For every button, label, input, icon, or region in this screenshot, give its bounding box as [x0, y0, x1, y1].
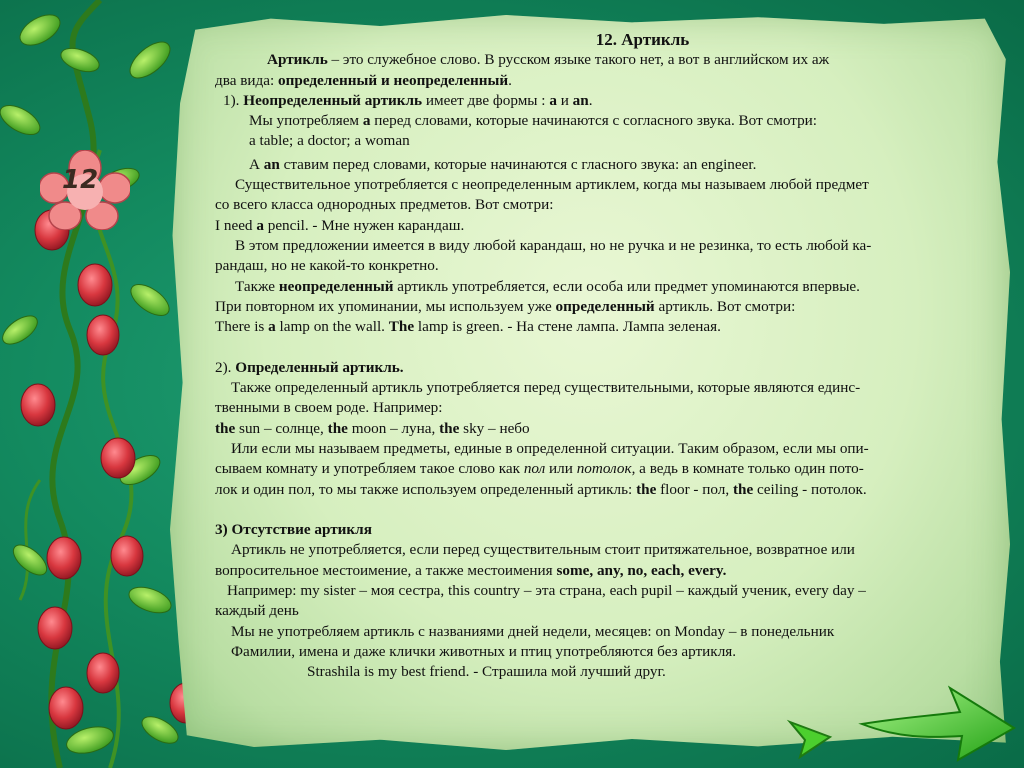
text-lines — [215, 50, 1010, 682]
text-line — [215, 71, 1010, 91]
text-run: . — [588, 91, 593, 109]
text-line — [215, 601, 1010, 621]
bold-text: an — [572, 91, 589, 109]
text-run: имеет две формы : — [422, 91, 550, 109]
blank-line — [215, 500, 1010, 520]
text-run: . — [508, 71, 512, 89]
text-run: рандаш, но не какой-то конкретно. — [215, 257, 439, 275]
blank-line — [215, 337, 1010, 357]
bold-text: a — [268, 318, 276, 336]
text-line — [215, 297, 1010, 317]
text-line — [215, 398, 1010, 418]
text-line — [215, 480, 1010, 500]
text-run: При повторном их упоминании, мы используем уже — [215, 297, 556, 315]
text-line — [215, 520, 1010, 540]
text-run: Мы употребляем — [249, 112, 363, 130]
bold-text: a — [256, 216, 264, 234]
text-run: Strashila is my best friend. - Страшила мой лучший друг. — [307, 663, 666, 681]
text-line — [215, 439, 1010, 459]
text-run: или — [545, 460, 577, 478]
text-line — [215, 195, 1010, 215]
text-run: floor - пол, — [656, 480, 733, 498]
text-run: pencil. - Мне нужен карандаш. — [263, 216, 465, 234]
text-run: moon – луна, — [347, 419, 440, 437]
text-run: перед словами, которые начинаются с согласного звука. Вот смотри: — [370, 112, 818, 130]
text-line — [215, 155, 1010, 175]
text-run: два вида: — [215, 71, 279, 89]
bold-text: a — [362, 112, 371, 130]
text-run: ставим перед словами, которые начинаются с гласного звука: an engineer. — [279, 155, 757, 173]
text-run: 1). — [223, 91, 244, 109]
text-run: – это служебное слово. В русском языке такого нет, а вот в английском их аж — [327, 51, 830, 69]
text-run: There is — [215, 318, 269, 336]
bold-text: the — [439, 419, 460, 437]
text-line — [215, 277, 1010, 297]
text-run: артикль употребляется, если особа или предмет упоминаются впервые. — [393, 277, 860, 295]
text-line — [215, 216, 1010, 236]
text-line — [215, 131, 1010, 151]
italic-text: пол — [523, 460, 546, 478]
bold-text: Артикль — [267, 51, 328, 69]
bold-text: определенный и неопределенный — [278, 71, 509, 89]
text-run: ceiling - потолок. — [753, 480, 867, 498]
next-arrow-icon[interactable] — [858, 672, 1018, 768]
text-run: сываем комнату и употребляем такое слово как — [215, 460, 524, 478]
text-run: Мы не употребляем артикль с названиями дней недели, месяцев: on Monday – в понедельник — [231, 622, 835, 640]
text-run: твенными в своем роде. Например: — [215, 399, 443, 417]
text-line — [215, 642, 1010, 662]
italic-text: потолок — [576, 460, 632, 478]
bold-text: 3) Отсутствие артикля — [215, 521, 372, 539]
bold-text: the — [636, 480, 657, 498]
text-run: sun – солнце, — [235, 419, 328, 437]
bold-text: определенный — [555, 297, 655, 315]
text-run: Также определенный артикль употребляется перед существительными, которые являются единс- — [231, 379, 861, 397]
text-run: lamp on the wall. — [275, 318, 389, 336]
bold-text: Определенный артикль. — [235, 358, 404, 376]
text-line — [215, 378, 1010, 398]
text-run: вопросительное местоимение, а также местоимения — [215, 561, 557, 579]
text-line — [215, 540, 1010, 560]
page-number: 12 — [62, 165, 99, 195]
page-title: 12. Артикль — [595, 30, 690, 49]
text-run: со всего класса однородных предметов. Вот смотри: — [215, 196, 554, 214]
bold-text: The — [388, 318, 415, 336]
text-run: I need — [215, 216, 257, 234]
text-line — [215, 175, 1010, 195]
text-line — [215, 91, 1010, 111]
text-line — [215, 111, 1010, 131]
bold-text: a — [549, 91, 557, 109]
bold-text: some, any, no, each, every. — [556, 561, 727, 579]
text-line — [215, 561, 1010, 581]
text-line — [215, 358, 1010, 378]
document-body — [215, 30, 1010, 683]
text-run: каждый день — [215, 602, 299, 620]
bold-text: Неопределенный артикль — [243, 91, 423, 109]
prev-arrow-icon[interactable] — [785, 712, 835, 762]
text-run: артикль. Вот смотри: — [654, 297, 796, 315]
text-run: Фамилии, имена и даже клички животных и птиц употребляются без артикля. — [231, 642, 737, 660]
text-line — [215, 459, 1010, 479]
text-line — [215, 581, 1010, 601]
bold-text: the — [327, 419, 348, 437]
text-line — [215, 317, 1010, 337]
text-run: lamp is green. - На стене лампа. Лампа зеленая. — [414, 318, 721, 336]
text-run: Также — [235, 277, 279, 295]
bold-text: неопределенный — [278, 277, 394, 295]
text-line — [215, 419, 1010, 439]
bold-text: the — [215, 419, 236, 437]
text-line — [215, 256, 1010, 276]
text-run: лок и один пол, то мы также используем определенный артикль: — [215, 480, 637, 498]
bold-text: an — [263, 155, 280, 173]
text-run: sky – небо — [459, 419, 530, 437]
text-run: Или если мы называем предметы, единые в определенной ситуации. Таким образом, если мы опи- — [231, 439, 869, 457]
text-run: А — [249, 155, 264, 173]
text-run: 2). — [215, 358, 236, 376]
text-run: Артикль не употребляется, если перед существительным стоит притяжательное, возвратное или — [231, 541, 855, 559]
text-line — [215, 236, 1010, 256]
text-run: Например: my sister – моя сестра, this country – эта страна, each pupil – каждый ученик, every day – — [227, 582, 866, 600]
text-line — [215, 622, 1010, 642]
text-line — [215, 50, 1010, 70]
text-run: В этом предложении имеется в виду любой карандаш, но не ручка и не резинка, то есть любой ка- — [235, 236, 872, 254]
bold-text: the — [732, 480, 754, 498]
text-run: Существительное употребляется с неопределенным артиклем, когда мы называем любой предмет — [235, 176, 869, 194]
text-run: a table; a doctor; a woman — [249, 132, 410, 150]
text-run: и — [556, 91, 573, 109]
text-run: , а ведь в комнате только один пото- — [631, 460, 864, 478]
rose-vine-icon — [0, 0, 190, 768]
